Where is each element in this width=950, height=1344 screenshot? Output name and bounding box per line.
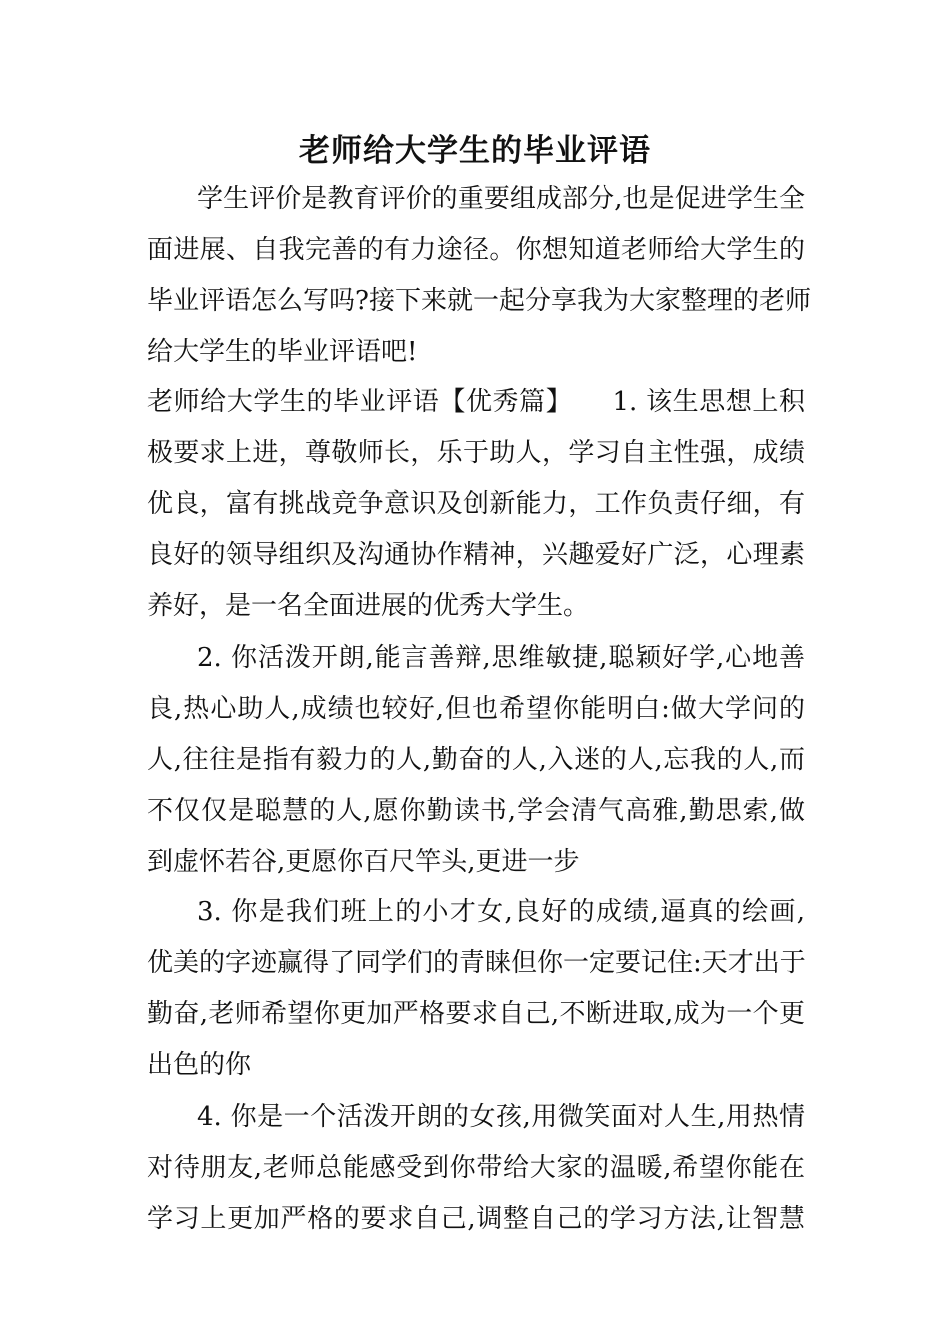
text-line: 2. 你活泼开朗,能言善辩,思维敏捷,聪颖好学,心地善: [197, 643, 805, 673]
text-line: 到虚怀若谷,更愿你百尺竿头,更进一步: [147, 847, 580, 877]
text-line: 出色的你: [147, 1050, 252, 1080]
text-line: 4. 你是一个活泼开朗的女孩,用微笑面对人生,用热情: [197, 1102, 805, 1132]
text-line: 学生评价是教育评价的重要组成部分,也是促进学生全: [197, 184, 805, 214]
text-line: 学习上更加严格的要求自己,调整自己的学习方法,让智慧: [147, 1204, 805, 1234]
text-line: 极要求上进，尊敬师长，乐于助人，学习自主性强，成绩: [147, 438, 805, 468]
text-line: 面进展、自我完善的有力途径。你想知道老师给大学生的: [147, 235, 805, 265]
text-line: 养好，是一名全面进展的优秀大学生。: [147, 591, 590, 621]
text-line: 给大学生的毕业评语吧!: [147, 337, 418, 367]
text-line: 毕业评语怎么写吗?接下来就一起分享我为大家整理的老师: [147, 286, 811, 316]
text-line: 良,热心助人,成绩也较好,但也希望你能明白:做大学问的: [147, 694, 805, 724]
section-heading-line: 老师给大学生的毕业评语【优秀篇】 1. 该生思想上积: [147, 387, 805, 417]
text-line: 不仅仅是聪慧的人,愿你勤读书,学会清气高雅,勤思索,做: [147, 796, 805, 826]
text-line: 优美的字迹赢得了同学们的青睐但你一定要记住:天才出于: [147, 948, 806, 978]
text-line: 对待朋友,老师总能感受到你带给大家的温暖,希望你能在: [147, 1153, 805, 1183]
text-line: 优良，富有挑战竞争意识及创新能力，工作负责仔细，有: [147, 489, 805, 519]
text-line: 良好的领导组织及沟通协作精神，兴趣爱好广泛，心理素: [147, 540, 805, 570]
text-line: 人,往往是指有毅力的人,勤奋的人,入迷的人,忘我的人,而: [147, 745, 805, 775]
text-line: 3. 你是我们班上的小才女,良好的成绩,逼真的绘画,: [197, 897, 805, 927]
text-line: 勤奋,老师希望你更加严格要求自己,不断进取,成为一个更: [147, 999, 805, 1029]
document-title: 老师给大学生的毕业评语: [299, 133, 651, 169]
